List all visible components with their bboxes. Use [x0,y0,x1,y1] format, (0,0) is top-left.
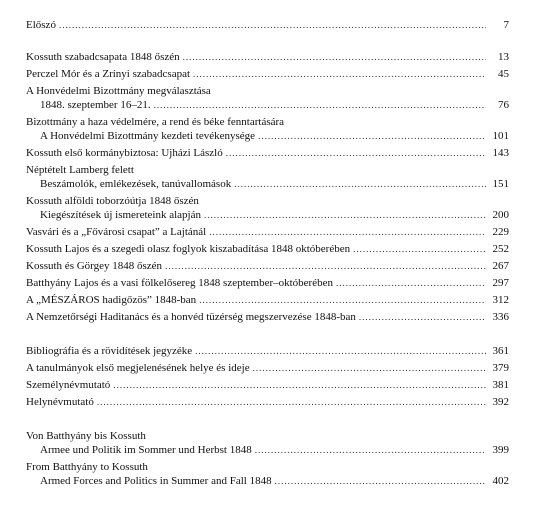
toc-page-number: 361 [492,345,509,357]
toc-page-number: 297 [492,277,509,289]
toc-entry [26,163,509,191]
toc-subtitle: Armed Forces and Politics in Summer and Fall 1848 [40,475,272,487]
toc-page-number: 252 [492,243,509,255]
dot-leader [353,242,486,256]
dot-leader [97,395,486,409]
toc-page-number: 336 [492,311,509,323]
toc-page-number: 76 [498,99,509,111]
dot-leader [255,443,486,457]
toc-entry [26,259,509,273]
toc-subtitle: 1848. szeptember 16–21. [40,99,151,111]
toc-title: Bizottmány a haza védelmére, a rend és béke fenntartására [26,116,285,128]
toc-title: Kossuth Lajos és a szegedi olasz foglyok kiszabadítása 1848 októberében [26,243,351,255]
toc-entry [26,293,509,307]
dot-leader [234,177,486,191]
toc-title: Személynévmutató [26,379,111,391]
toc-entry [26,378,509,392]
dot-leader [59,18,486,32]
toc-page-number: 200 [492,209,509,221]
toc-subtitle: Beszámolók, emlékezések, tanúvallomások [40,178,232,190]
dot-leader [359,310,486,324]
dot-leader [209,225,486,239]
toc-title: A „MÉSZÁROS hadigőzös” 1848-ban [26,294,197,306]
toc-page-number: 101 [492,130,509,142]
dot-leader [258,129,486,143]
dot-leader [195,344,486,358]
toc-entry [26,50,509,64]
toc-entry [26,361,509,375]
toc-title: A Honvédelmi Bizottmány megválasztása [26,85,211,97]
toc-page-number: 381 [492,379,509,391]
toc-title: A tanulmányok első megjelenésének helye és ideje [26,362,250,374]
toc-entry [26,115,509,143]
toc-entry [26,276,509,290]
toc-entry [26,146,509,160]
toc-title: Kossuth szabadcsapata 1848 őszén [26,51,180,63]
toc-page-number: 143 [492,147,509,159]
toc-entry [26,242,509,256]
toc-title: Helynévmutató [26,396,94,408]
toc-page-number: 229 [492,226,509,238]
toc-entry [26,460,509,488]
toc-title: Kossuth és Görgey 1848 őszén [26,260,163,272]
dot-leader [154,98,486,112]
toc-title: Kossuth alföldi toborzóútja 1848 őszén [26,195,199,207]
toc-title: A Nemzetőrségi Haditanács és a honvéd tüzérség megszervezése 1848-ban [26,311,356,323]
toc-title: Bibliográfia és a rövidítések jegyzéke [26,345,193,357]
toc-title: Von Batthyány bis Kossuth [26,430,146,442]
toc-title: Perczel Mór és a Zrínyi szabadcsapat [26,68,191,80]
toc-title: Előszó [26,19,56,31]
toc-page-number: 402 [492,475,509,487]
toc-page-number: 399 [492,444,509,456]
dot-leader [165,259,486,273]
toc-subtitle: Kiegészítések új ismereteink alapján [40,209,201,221]
dot-leader [113,378,486,392]
toc-page-number: 267 [492,260,509,272]
toc-subtitle: Armee und Politik im Sommer und Herbst 1848 [40,444,252,456]
dot-leader [275,474,486,488]
toc-entry [26,344,509,358]
dot-leader [336,276,486,290]
toc-page-number: 379 [492,362,509,374]
toc-title: Kossuth első kormánybiztosa: Ujházi László [26,147,223,159]
toc-page-number: 151 [492,178,509,190]
dot-leader [226,146,486,160]
toc-title: Néptételt Lamberg felett [26,164,134,176]
toc-page-number: 13 [498,51,509,63]
toc-entry [26,225,509,239]
toc-entry [26,18,509,32]
toc-page-number: 392 [492,396,509,408]
toc-title: Vasvári és a „Fővárosi csapat” a Lajtánál [26,226,207,238]
toc-entry [26,395,509,409]
toc-page-number: 7 [503,19,509,31]
toc-title: From Batthyány to Kossuth [26,461,148,473]
toc-page-number: 312 [492,294,509,306]
toc-entry [26,194,509,222]
dot-leader [204,208,486,222]
dot-leader [253,361,486,375]
table-of-contents [26,18,509,488]
toc-entry [26,67,509,81]
toc-subtitle: A Honvédelmi Bizottmány kezdeti tevékenysége [40,130,256,142]
toc-entry [26,429,509,457]
toc-title: Batthyány Lajos és a vasi fölkelősereg 1848 szeptember–októberében [26,277,333,289]
toc-entry [26,310,509,324]
dot-leader [199,293,486,307]
dot-leader [183,50,486,64]
toc-entry [26,84,509,112]
toc-page-number: 45 [498,68,509,80]
dot-leader [193,67,486,81]
